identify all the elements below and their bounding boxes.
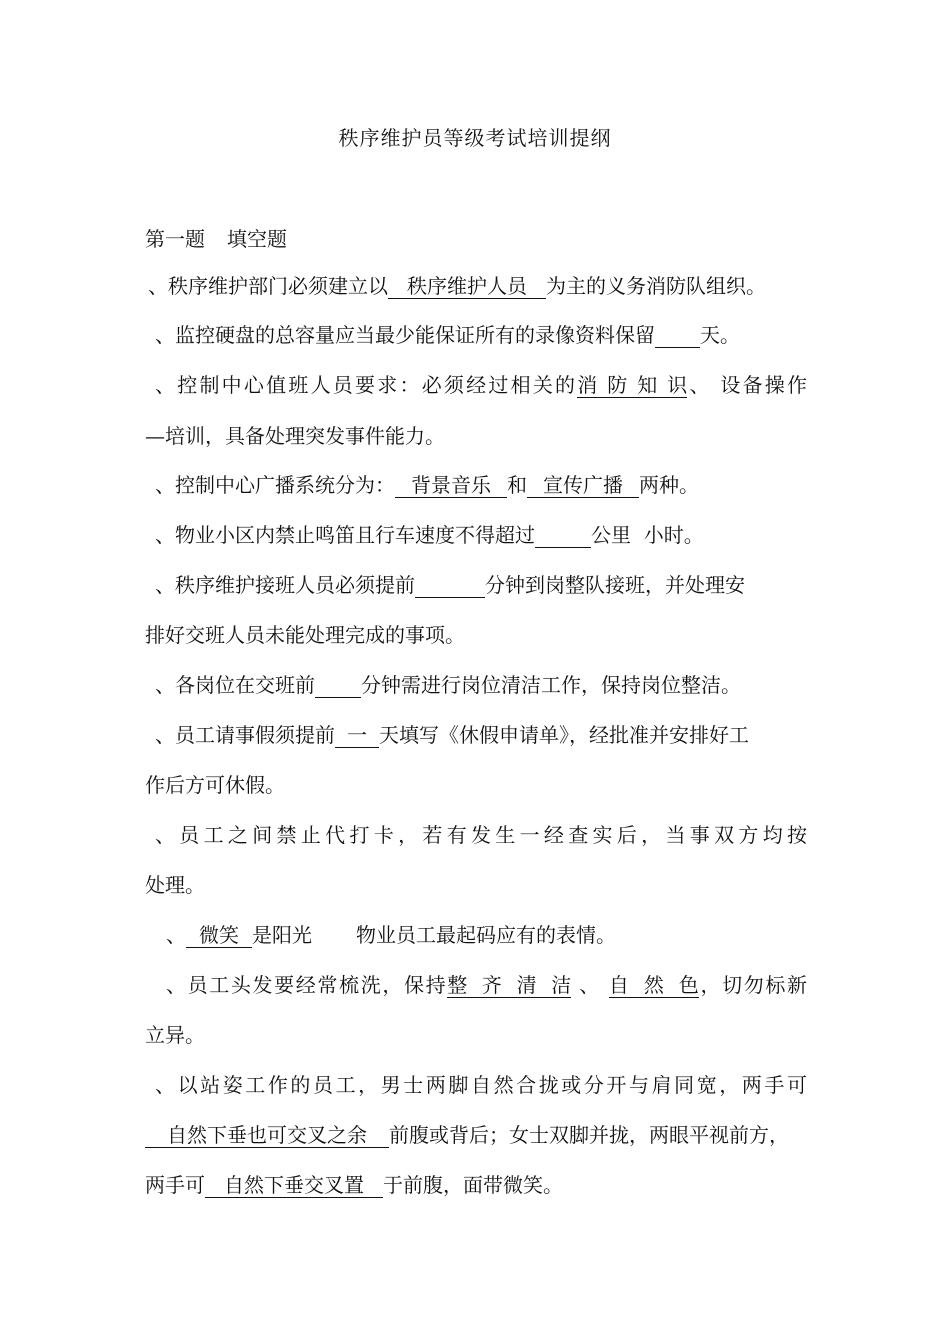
question-9-continued: 处理。	[145, 873, 205, 897]
question-5: 、物业小区内禁止鸣笛且行车速度不得超过 公里 小时。	[155, 523, 704, 547]
question-9: 、员工之间禁止代打卡，若有发生一经查实后，当事双方均按	[155, 823, 807, 847]
page-title: 秩序维护员等级考试培训提纲	[338, 126, 612, 150]
question-8: 、员工请事假须提前 一 天填写《休假申请单》，经批准并安排好工	[155, 723, 749, 747]
question-12-end: 两手可 自然下垂交叉置 于前腹，面带微笑。	[145, 1173, 563, 1197]
question-2: 、监控硬盘的总容量应当最少能保证所有的录像资料保留 天。	[155, 323, 740, 347]
question-10: 、 微笑 是阳光 物业员工最起码应有的表情。	[166, 923, 616, 947]
answer-blank: 自然下垂也可交叉之余	[145, 1123, 389, 1148]
question-6-continued: 排好交班人员未能处理完成的事项。	[145, 623, 465, 647]
empty-blank	[535, 525, 591, 548]
question-12-continued: 自然下垂也可交叉之余 前腹或背后；女士双脚并拢，两眼平视前方，	[145, 1122, 789, 1148]
question-12: 、以站姿工作的员工，男士两脚自然合拢或分开与肩同宽，两手可	[155, 1073, 807, 1097]
answer-blank: 整齐清洁	[447, 973, 572, 997]
question-6: 、秩序维护接班人员必须提前 分钟到岗整队接班，并处理安	[155, 573, 745, 597]
question-4: 、控制中心广播系统分为： 背景音乐 和 宣传广播 两种。	[155, 473, 699, 497]
answer-blank: 自然下垂交叉置	[205, 1173, 383, 1198]
empty-blank	[315, 675, 361, 698]
section-heading	[145, 223, 287, 252]
answer-blank: 自然色	[608, 973, 699, 997]
question-1: 、秩序维护部门必须建立以 秩序维护人员 为主的义务消防队组织。	[148, 274, 766, 298]
answer-blank: 微笑	[186, 923, 252, 948]
question-11-continued: 立异。	[145, 1023, 205, 1047]
answer-blank: 消防知识	[577, 373, 688, 397]
empty-blank	[655, 325, 700, 348]
section-name: 填空题	[227, 227, 287, 251]
question-7: 、各岗位在交班前 分钟需进行岗位清洁工作，保持岗位整洁。	[155, 673, 741, 697]
answer-blank: 宣传广播	[527, 473, 639, 498]
answer-blank: 背景音乐	[395, 473, 507, 498]
answer-blank: 一	[335, 723, 379, 748]
question-3: 、控制中心值班人员要求：必须经过相关的消防知识、 设备操作	[155, 373, 808, 397]
question-3-continued: —培训，具备处理突发事件能力。	[145, 424, 445, 448]
question-8-continued: 作后方可休假。	[145, 773, 285, 797]
empty-blank	[415, 575, 485, 598]
question-11: 、员工头发要经常梳洗，保持整齐清洁 、 自然色，切勿标新	[166, 973, 808, 997]
answer-blank: 秩序维护人员	[388, 274, 546, 299]
section-number: 第一题	[145, 227, 205, 251]
